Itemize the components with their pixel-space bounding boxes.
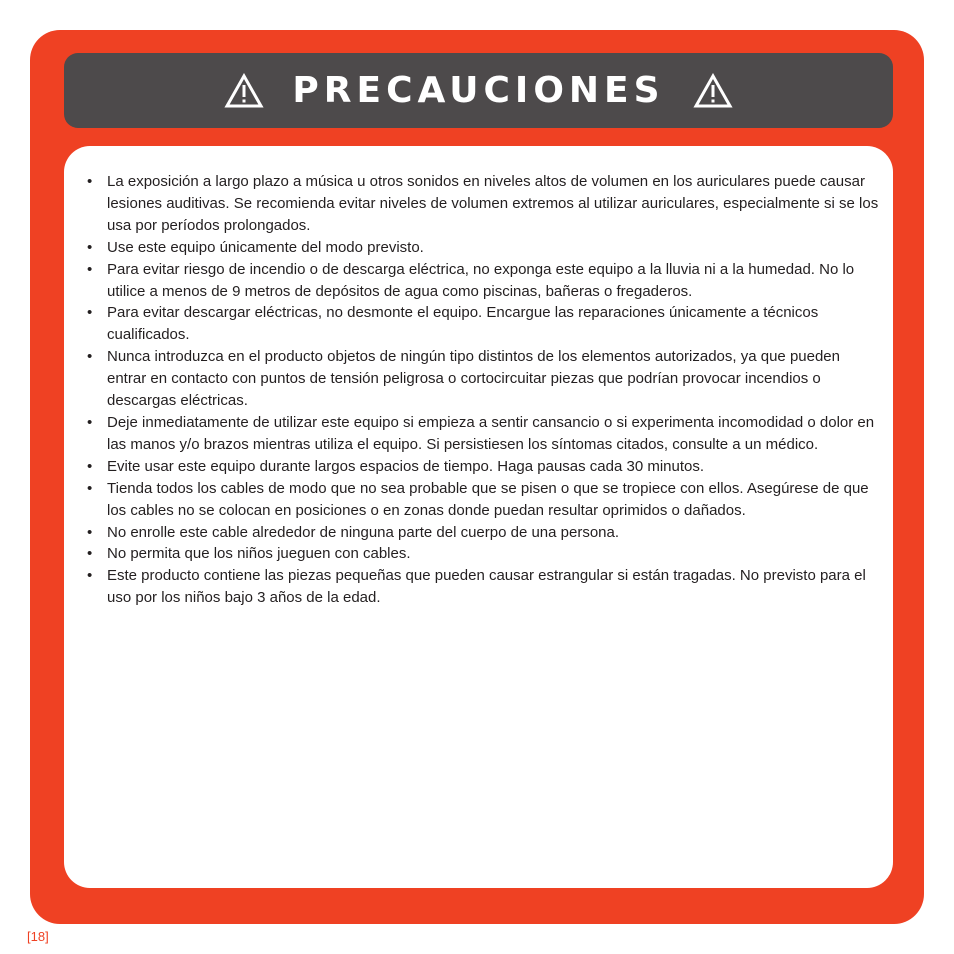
precaution-item: • Para evitar riesgo de incendio o de descarga eléctrica, no exponga este equipo a la lluvia ni a la humedad. No lo utilice a menos de 9 metros de depósitos de agua como piscinas, bañeras o fregaderos.	[64, 259, 893, 303]
precaution-item: • Evite usar este equipo durante largos espacios de tiempo. Haga pausas cada 30 minutos.	[64, 456, 893, 478]
precaution-item: • Para evitar descargar eléctricas, no desmonte el equipo. Encargue las reparaciones únicamente a técnicos cualificados.	[64, 302, 893, 346]
precaution-item: • No permita que los niños jueguen con cables.	[64, 543, 893, 565]
precaution-item: • La exposición a largo plazo a música u otros sonidos en niveles altos de volumen en los auriculares puede causar lesiones auditivas. Se recomienda evitar niveles de volumen extremos al utilizar auriculares, especialmente si se los usa por períodos prolongados.	[64, 171, 893, 237]
page-number: [18]	[27, 929, 49, 944]
precautions-list	[64, 171, 893, 609]
precaution-item: • Use este equipo únicamente del modo previsto.	[64, 237, 893, 259]
precautions-panel	[64, 146, 893, 888]
page-title: PRECAUCIONES	[292, 69, 665, 111]
section-header	[64, 53, 893, 128]
precaution-item: • Nunca introduzca en el producto objetos de ningún tipo distintos de los elementos autorizados, ya que pueden entrar en contacto con puntos de tensión peligrosa o cortocircuitar piezas que podrían provocar incendios o descargas eléctricas.	[64, 346, 893, 412]
precaution-item: • Deje inmediatamente de utilizar este equipo si empieza a sentir cansancio o si experimenta incomodidad o dolor en las manos y/o brazos mientras utiliza el equipo. Si persistiesen los síntomas citados, consulte a un médico.	[64, 412, 893, 456]
warning-triangle-icon	[224, 73, 264, 109]
precaution-item: • Este producto contiene las piezas pequeñas que pueden causar estrangular si están tragadas. No previsto para el uso por los niños bajo 3 años de la edad.	[64, 565, 893, 609]
precaution-item: • No enrolle este cable alrededor de ninguna parte del cuerpo de una persona.	[64, 522, 893, 544]
warning-triangle-icon	[693, 73, 733, 109]
precaution-item: • Tienda todos los cables de modo que no sea probable que se pisen o que se tropiece con ellos. Asegúrese de que los cables no se colocan en posiciones o en zonas donde puedan resultar oprimidos o dañados.	[64, 478, 893, 522]
